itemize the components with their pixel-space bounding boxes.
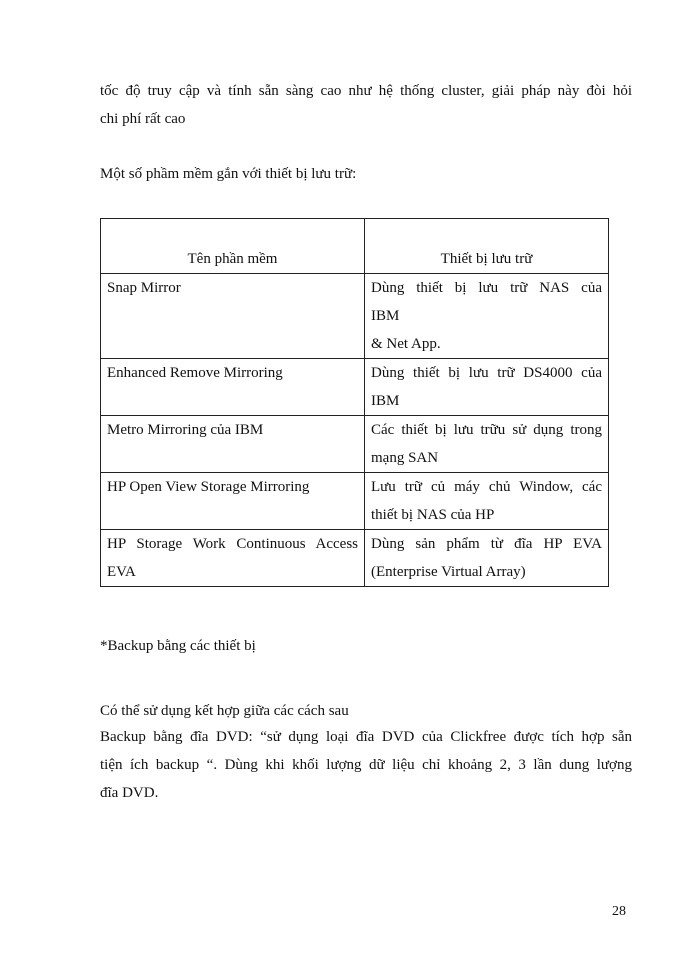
cell-text: Dùng sản phẩm từ đĩa HP EVA (371, 536, 602, 552)
cell-text: Lưu trữ củ máy chủ Window, các (371, 479, 602, 495)
cell-text: HP Open View Storage Mirroring (107, 479, 310, 495)
cell-text: IBM (371, 308, 400, 324)
table-intro-text: Một số phầm mềm gắn với thiết bị lưu trữ: (100, 166, 357, 182)
dvd-backup-paragraph (100, 723, 632, 807)
table-row (101, 530, 609, 587)
table-header-row (101, 219, 609, 274)
paragraph-line: Backup bằng đĩa DVD: “sử dụng loại đĩa DVD của Clickfree được tích hợp sẵn (100, 729, 632, 745)
software-cell (101, 473, 365, 530)
table-row (101, 416, 609, 473)
storage-cell (365, 473, 609, 530)
cell-text: HP Storage Work Continuous Access (107, 536, 358, 552)
cell-text: Metro Mirroring của IBM (107, 422, 264, 438)
table-row (101, 473, 609, 530)
software-cell (101, 530, 365, 587)
paragraph-line: chi phí rất cao (100, 111, 186, 127)
software-cell (101, 359, 365, 416)
cell-text: Enhanced Remove Mirroring (107, 365, 283, 381)
storage-cell (365, 416, 609, 473)
column-header-software: Tên phần mềm (101, 219, 365, 274)
cell-text: thiết bị NAS của HP (371, 507, 495, 523)
storage-cell (365, 274, 609, 359)
cell-text: Snap Mirror (107, 280, 181, 296)
software-cell (101, 274, 365, 359)
cell-text: Các thiết bị lưu trữu sử dụng trong (371, 422, 602, 438)
software-cell (101, 416, 365, 473)
storage-cell (365, 359, 609, 416)
column-header-storage: Thiết bị lưu trữ (365, 219, 609, 274)
storage-cell (365, 530, 609, 587)
cell-text: (Enterprise Virtual Array) (371, 564, 526, 580)
cell-text: Dùng thiết bị lưu trữ NAS của (371, 280, 602, 296)
cell-text: mạng SAN (371, 450, 439, 466)
table-row (101, 274, 609, 359)
software-storage-table (100, 218, 609, 587)
page-number: 28 (612, 904, 626, 919)
cell-text: & Net App. (371, 336, 441, 352)
paragraph-line: đĩa DVD. (100, 785, 159, 801)
paragraph-line: tiện ích backup “. Dùng khi khối lượng dữ liệu chỉ khoảng 2, 3 lần dung lượng (100, 757, 632, 773)
combine-text: Có thể sử dụng kết hợp giữa các cách sau (100, 703, 349, 719)
cell-text: Dùng thiết bị lưu trữ DS4000 của (371, 365, 602, 381)
backup-heading: *Backup bằng các thiết bị (100, 638, 256, 654)
cell-text: EVA (107, 564, 136, 580)
paragraph-line: tốc độ truy cập và tính sẵn sàng cao như hệ thống cluster, giải pháp này đòi hỏi (100, 83, 632, 99)
cell-text: IBM (371, 393, 400, 409)
table-row (101, 359, 609, 416)
body-paragraph (100, 77, 632, 133)
